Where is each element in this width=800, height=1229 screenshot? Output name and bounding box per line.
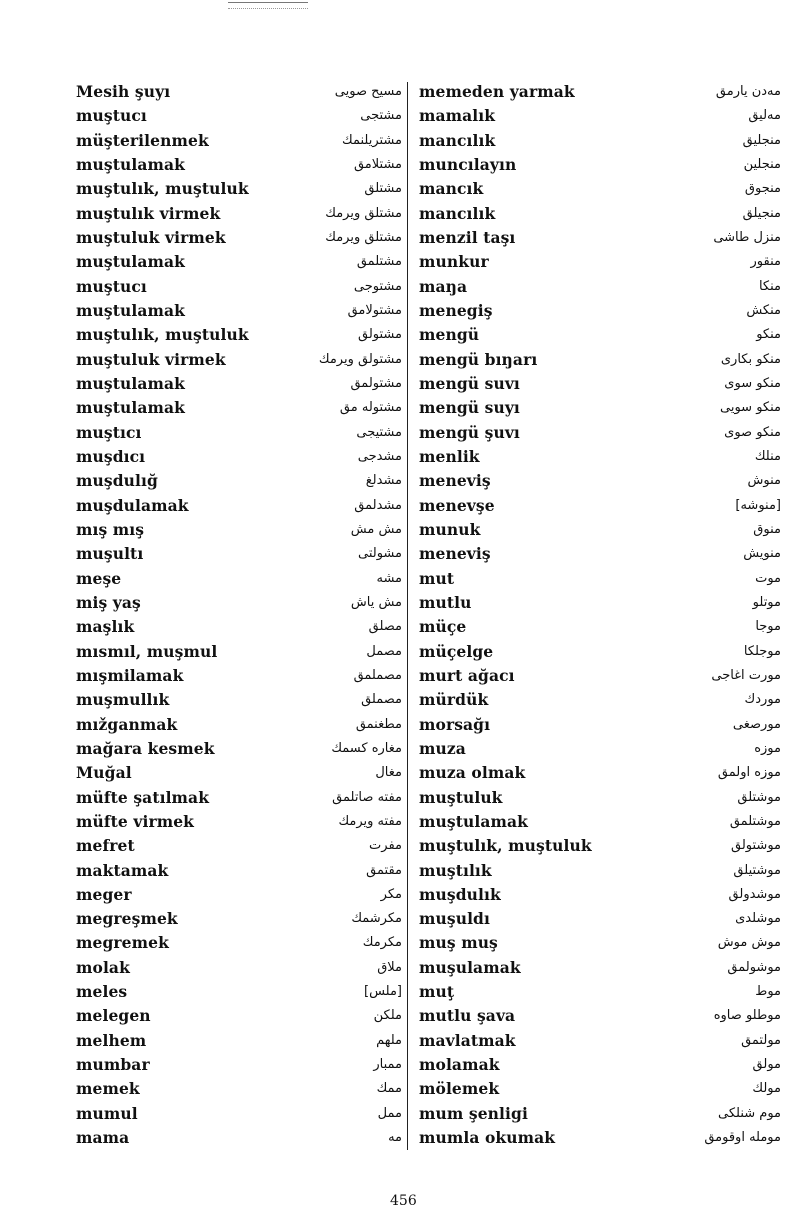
entry-latin-headword: Mesih şuyı (76, 82, 171, 101)
entry-arabic-script: مشتلمق (356, 254, 402, 270)
entry-arabic-script: مفته ویرمك (338, 813, 402, 829)
entry-latin-headword: müşterilenmek (76, 130, 209, 150)
dictionary-entry (419, 494, 781, 518)
entry-latin-headword: muştulamak (76, 154, 185, 174)
dictionary-entry (419, 1077, 781, 1101)
entry-latin-headword: meger (76, 884, 132, 904)
entry-arabic-script: مفته صاتلمق (332, 789, 402, 805)
entry-latin-headword: muncılayın (419, 154, 517, 174)
dictionary-entry (419, 664, 781, 688)
entry-arabic-script: منكو صوی (724, 424, 781, 440)
entry-arabic-script: مشتولمق (350, 375, 402, 391)
dictionary-entry (76, 372, 402, 396)
dictionary-entry (419, 1102, 781, 1126)
entry-latin-headword: mölemek (419, 1079, 500, 1099)
dictionary-entry (76, 1102, 402, 1126)
entry-latin-headword: müçe (419, 617, 467, 637)
entry-latin-headword: muştuluk (419, 787, 503, 807)
entry-arabic-script: مه‌دن یارمق (715, 84, 781, 99)
entry-arabic-script: مشتیجی (356, 424, 402, 440)
dictionary-entry (419, 372, 781, 396)
dictionary-entry (419, 640, 781, 664)
entry-arabic-script: موشتلمق (729, 813, 781, 829)
entry-arabic-script: مسیح صویی (334, 84, 402, 99)
entry-arabic-script: منكو سوی (724, 375, 781, 391)
entry-latin-headword: melegen (76, 1006, 151, 1026)
entry-arabic-script: مشتوله مق (339, 400, 402, 416)
dictionary-entry (76, 786, 402, 810)
entry-arabic-script: مكرشمك (351, 911, 402, 927)
entry-latin-headword: mısmıl, muşmul (76, 641, 218, 661)
entry-arabic-script: منزل طاشی (713, 229, 781, 245)
entry-arabic-script: مشتجی (360, 108, 402, 124)
entry-arabic-script: مشتوجی (353, 278, 402, 294)
entry-latin-headword: muştulamak (76, 373, 185, 393)
entry-arabic-script: موشتیلق (733, 862, 781, 878)
entry-latin-headword: megreşmek (76, 909, 178, 929)
dictionary-entry (419, 834, 781, 858)
entry-arabic-script: موم شنلكی (718, 1105, 781, 1121)
entry-latin-headword: muşulamak (419, 957, 521, 977)
entry-latin-headword: mefret (76, 836, 135, 856)
entry-arabic-script: مصلق (368, 619, 402, 635)
entry-latin-headword: mum şenligi (419, 1103, 528, 1123)
entry-arabic-script: منقور (750, 254, 781, 270)
entry-latin-headword: mengü suvı (419, 373, 520, 393)
entry-latin-headword: mıžganmak (76, 714, 178, 734)
entry-arabic-script: مشتولامق (347, 302, 402, 318)
dictionary-entry (419, 859, 781, 883)
entry-latin-headword: mumbar (76, 1055, 150, 1075)
entry-arabic-script: موشتولق (730, 838, 781, 854)
entry-arabic-script: موطلو صاوه (713, 1008, 781, 1024)
entry-arabic-script: مكرمك (362, 935, 402, 951)
entry-arabic-script: مولتمق (741, 1032, 781, 1048)
entry-arabic-script: موشولمق (727, 959, 781, 975)
entry-latin-headword: müfte virmek (76, 811, 195, 831)
entry-arabic-script: موجا (755, 619, 781, 635)
entry-latin-headword: mutlu şava (419, 1006, 516, 1026)
entry-latin-headword: menegiş (419, 300, 493, 320)
dictionary-entry (419, 469, 781, 493)
entry-arabic-script: منكو بكاری (720, 351, 781, 367)
entry-latin-headword: mengü (419, 325, 480, 345)
entry-latin-headword: molak (76, 957, 130, 977)
entry-latin-headword: muştılık (419, 860, 492, 880)
entry-latin-headword: mışmilamak (76, 665, 184, 685)
entry-latin-headword: muştulamak (76, 252, 185, 272)
dictionary-entry (76, 810, 402, 834)
dictionary-entry (419, 275, 781, 299)
entry-latin-headword: muştulamak (76, 398, 185, 418)
entry-arabic-script: مغال (375, 765, 402, 781)
dictionary-entry (419, 1053, 781, 1077)
dictionary-entry (419, 250, 781, 274)
dictionary-entry (419, 688, 781, 712)
entry-arabic-script: موشلدی (735, 911, 781, 927)
entry-latin-headword: meşe (76, 568, 122, 588)
entry-latin-headword: mamalık (419, 106, 496, 126)
entry-arabic-script: ملهم (376, 1032, 402, 1048)
dictionary-entry (419, 615, 781, 639)
dictionary-entry (76, 323, 402, 347)
dictionary-entry (76, 1126, 402, 1150)
entry-arabic-script: مقتمق (366, 862, 402, 878)
dictionary-entry (419, 177, 781, 201)
right-column (419, 80, 781, 1150)
dictionary-entry (76, 907, 402, 931)
dictionary-entry (76, 1053, 402, 1077)
entry-latin-headword: muştulamak (419, 811, 528, 831)
dictionary-entry (419, 786, 781, 810)
entry-latin-headword: menevşe (419, 495, 495, 515)
entry-arabic-script: مه (388, 1130, 402, 1146)
entry-arabic-script: منجوق (744, 181, 781, 197)
entry-latin-headword: muşdulamak (76, 495, 189, 515)
entry-arabic-script: مكر (380, 886, 402, 902)
entry-latin-headword: muşdıcı (76, 446, 146, 466)
entry-arabic-script: ممبار (373, 1057, 402, 1073)
entry-arabic-script: ملكن (373, 1008, 402, 1024)
dictionary-entry (76, 129, 402, 153)
entry-latin-headword: muştulık, muştuluk (76, 325, 249, 345)
dictionary-entry (76, 591, 402, 615)
dictionary-entry (76, 445, 402, 469)
dictionary-entry (419, 907, 781, 931)
dictionary-entry (419, 396, 781, 420)
entry-arabic-script: مشولتی (358, 546, 402, 562)
entry-latin-headword: maşlık (76, 617, 135, 637)
entry-arabic-script: موجلكا (743, 643, 781, 659)
entry-arabic-script: منكو سویی (720, 400, 781, 416)
entry-latin-headword: menlik (419, 446, 480, 466)
dictionary-entry (419, 1029, 781, 1053)
dictionary-entry (419, 104, 781, 128)
dictionary-entry (76, 153, 402, 177)
entry-latin-headword: mancılık (419, 130, 496, 150)
entry-arabic-script: مولق (752, 1057, 781, 1073)
dictionary-entry (76, 518, 402, 542)
entry-latin-headword: menzil taşı (419, 227, 516, 247)
entry-latin-headword: muştıcı (76, 422, 142, 442)
entry-arabic-script: مصملمق (353, 667, 402, 683)
entry-arabic-script: موشدولق (728, 886, 781, 902)
entry-arabic-script: مشدلمق (354, 497, 402, 513)
dictionary-entry (76, 834, 402, 858)
dictionary-entry (76, 202, 402, 226)
entry-latin-headword: mış mış (76, 519, 145, 539)
dictionary-entry (76, 348, 402, 372)
entry-arabic-script: مشدلغ (365, 473, 402, 489)
entry-latin-headword: mengü şuvı (419, 422, 520, 442)
entry-arabic-script: مصملق (361, 692, 402, 708)
entry-arabic-script: موشتلق (737, 789, 781, 805)
entry-latin-headword: muştulık virmek (76, 203, 221, 223)
entry-latin-headword: murt ağacı (419, 665, 515, 685)
dictionary-entry (76, 226, 402, 250)
entry-arabic-script: مه‌لیق (748, 108, 781, 124)
entry-arabic-script: منجلین (743, 156, 781, 172)
dictionary-entry (419, 299, 781, 323)
dictionary-entry (419, 518, 781, 542)
entry-arabic-script: موت (755, 570, 781, 586)
entry-arabic-script: منجلیق (742, 132, 781, 148)
entry-arabic-script: موتلو (752, 594, 781, 610)
entry-arabic-script: مورصغی (732, 716, 781, 732)
entry-arabic-script: موش موش (717, 935, 781, 951)
dictionary-entry (76, 980, 402, 1004)
left-column (76, 80, 402, 1150)
entry-latin-headword: muş muş (419, 933, 498, 953)
entry-latin-headword: miş yaş (76, 592, 141, 612)
dictionary-entry (76, 1077, 402, 1101)
entry-latin-headword: mengü suyı (419, 398, 520, 418)
dictionary-entry (419, 737, 781, 761)
dictionary-entry (419, 810, 781, 834)
entry-latin-headword: mancılık (419, 203, 496, 223)
entry-latin-headword: muţ (419, 982, 455, 1002)
entry-latin-headword: meles (76, 982, 128, 1002)
dictionary-entry (76, 688, 402, 712)
entry-latin-headword: muşdulığ (76, 471, 158, 491)
dictionary-entry (419, 542, 781, 566)
dictionary-entry (76, 177, 402, 201)
entry-latin-headword: muştuluk virmek (76, 227, 226, 247)
dictionary-entry (419, 202, 781, 226)
entry-arabic-script: مصمل (366, 643, 402, 659)
header-rule-mark (228, 2, 308, 9)
column-divider (407, 82, 408, 1150)
dictionary-entry (419, 931, 781, 955)
dictionary-entry (76, 713, 402, 737)
entry-arabic-script: ملاق (377, 959, 402, 975)
dictionary-entry (419, 956, 781, 980)
entry-latin-headword: memek (76, 1079, 140, 1099)
entry-latin-headword: meneviş (419, 544, 491, 564)
entry-arabic-script: مولك (752, 1081, 781, 1097)
dictionary-entry (76, 664, 402, 688)
entry-arabic-script: منوش (747, 473, 781, 489)
entry-arabic-script: مشتلق ویرمك (325, 205, 402, 221)
dictionary-entry (76, 883, 402, 907)
entry-arabic-script: منجیلق (742, 205, 781, 221)
entry-arabic-script: مشتلامق (353, 156, 402, 172)
dictionary-entry (76, 275, 402, 299)
entry-latin-headword: muştucı (76, 276, 147, 296)
entry-latin-headword: müçelge (419, 641, 494, 661)
entry-latin-headword: morsağı (419, 714, 491, 734)
entry-arabic-script: منكش (746, 302, 781, 318)
dictionary-entry (419, 323, 781, 347)
entry-arabic-script: موردك (744, 692, 781, 708)
entry-latin-headword: muştulık, muştuluk (76, 179, 249, 199)
entry-arabic-script: مشتلق ویرمك (325, 229, 402, 245)
dictionary-entry (76, 421, 402, 445)
entry-arabic-script: موزه اولمق (717, 765, 781, 781)
entry-arabic-script: مومله اوقومق (704, 1130, 781, 1146)
entry-arabic-script: منكا (758, 278, 781, 294)
entry-latin-headword: muştulık, muştuluk (419, 836, 592, 856)
dictionary-entry (419, 129, 781, 153)
entry-arabic-script: ممك (376, 1081, 402, 1097)
entry-arabic-script: [منوشه] (735, 497, 781, 513)
entry-latin-headword: muşmullık (76, 690, 170, 710)
entry-latin-headword: muştuluk virmek (76, 349, 226, 369)
dictionary-entry (76, 396, 402, 420)
dictionary-entry (76, 640, 402, 664)
dictionary-entry (76, 299, 402, 323)
entry-latin-headword: munuk (419, 519, 481, 539)
entry-latin-headword: muşdulık (419, 884, 501, 904)
dictionary-entry (76, 494, 402, 518)
dictionary-entry (419, 980, 781, 1004)
dictionary-entry (419, 348, 781, 372)
dictionary-entry (419, 1126, 781, 1150)
entry-latin-headword: muştucı (76, 106, 147, 126)
entry-latin-headword: mağara kesmek (76, 738, 215, 758)
entry-latin-headword: megremek (76, 933, 169, 953)
dictionary-entry (76, 469, 402, 493)
entry-arabic-script: مطغنمق (355, 716, 402, 732)
entry-latin-headword: muşultı (76, 544, 144, 564)
entry-latin-headword: muştulamak (76, 300, 185, 320)
entry-arabic-script: مشتریلنمك (342, 132, 402, 148)
entry-arabic-script: منویش (743, 546, 781, 562)
entry-arabic-script: مش مش (350, 521, 402, 537)
dictionary-entry (419, 421, 781, 445)
dictionary-entry (76, 956, 402, 980)
entry-latin-headword: muza olmak (419, 763, 526, 783)
entry-latin-headword: mengü bıŋarı (419, 349, 538, 369)
entry-latin-headword: meneviş (419, 471, 491, 491)
entry-arabic-script: منلك (754, 448, 781, 464)
entry-latin-headword: mumla okumak (419, 1128, 556, 1148)
entry-latin-headword: mürdük (419, 690, 489, 710)
entry-latin-headword: maktamak (76, 860, 169, 880)
dictionary-entry (76, 80, 402, 104)
entry-latin-headword: muşuldı (419, 909, 490, 929)
entry-arabic-script: منكو (756, 327, 781, 343)
dictionary-entry (76, 1004, 402, 1028)
dictionary-entry (419, 80, 781, 104)
dictionary-entry (76, 542, 402, 566)
entry-arabic-script: مورت اغاجی (711, 667, 781, 683)
entry-arabic-script: موط (755, 984, 781, 1000)
dictionary-entry (76, 931, 402, 955)
entry-arabic-script: موزه (754, 740, 781, 756)
dictionary-entry (419, 445, 781, 469)
entry-arabic-script: مش یاش (350, 594, 402, 610)
dictionary-entry (76, 615, 402, 639)
dictionary-entry (76, 567, 402, 591)
entry-arabic-script: [ملس] (364, 984, 402, 1000)
entry-latin-headword: mama (76, 1128, 130, 1148)
entry-latin-headword: Muğal (76, 763, 132, 783)
entry-arabic-script: مشتولق (357, 327, 402, 343)
entry-arabic-script: منوق (753, 521, 781, 537)
entry-latin-headword: melhem (76, 1030, 147, 1050)
dictionary-entry (76, 1029, 402, 1053)
entry-latin-headword: müfte şatılmak (76, 787, 210, 807)
dictionary-entry (419, 761, 781, 785)
entry-arabic-script: مغاره كسمك (331, 740, 402, 756)
entry-latin-headword: mancık (419, 179, 484, 199)
entry-arabic-script: مشتلق (364, 181, 402, 197)
dictionary-entry (76, 859, 402, 883)
entry-arabic-script: مشه (376, 570, 402, 586)
entry-latin-headword: memeden yarmak (419, 82, 575, 101)
dictionary-entry (419, 567, 781, 591)
dictionary-entry (76, 737, 402, 761)
entry-latin-headword: muza (419, 738, 466, 758)
entry-latin-headword: molamak (419, 1055, 500, 1075)
dictionary-entry (419, 226, 781, 250)
entry-arabic-script: مشدجی (357, 448, 402, 464)
entry-latin-headword: mavlatmak (419, 1030, 516, 1050)
dictionary-entry (76, 250, 402, 274)
entry-arabic-script: مشتولق ویرمك (318, 351, 402, 367)
entry-latin-headword: mutlu (419, 592, 472, 612)
dictionary-entry (76, 761, 402, 785)
entry-latin-headword: maŋa (419, 276, 468, 296)
dictionary-entry (419, 883, 781, 907)
entry-latin-headword: munkur (419, 252, 489, 272)
entry-latin-headword: mumul (76, 1103, 138, 1123)
entry-arabic-script: مفرت (369, 838, 402, 854)
entry-arabic-script: ممل (377, 1105, 402, 1121)
dictionary-entry (419, 1004, 781, 1028)
page-number: 456 (390, 1193, 417, 1209)
entry-latin-headword: mut (419, 568, 455, 588)
dictionary-entry (76, 104, 402, 128)
dictionary-entry (419, 591, 781, 615)
dictionary-entry (419, 713, 781, 737)
dictionary-entry (419, 153, 781, 177)
